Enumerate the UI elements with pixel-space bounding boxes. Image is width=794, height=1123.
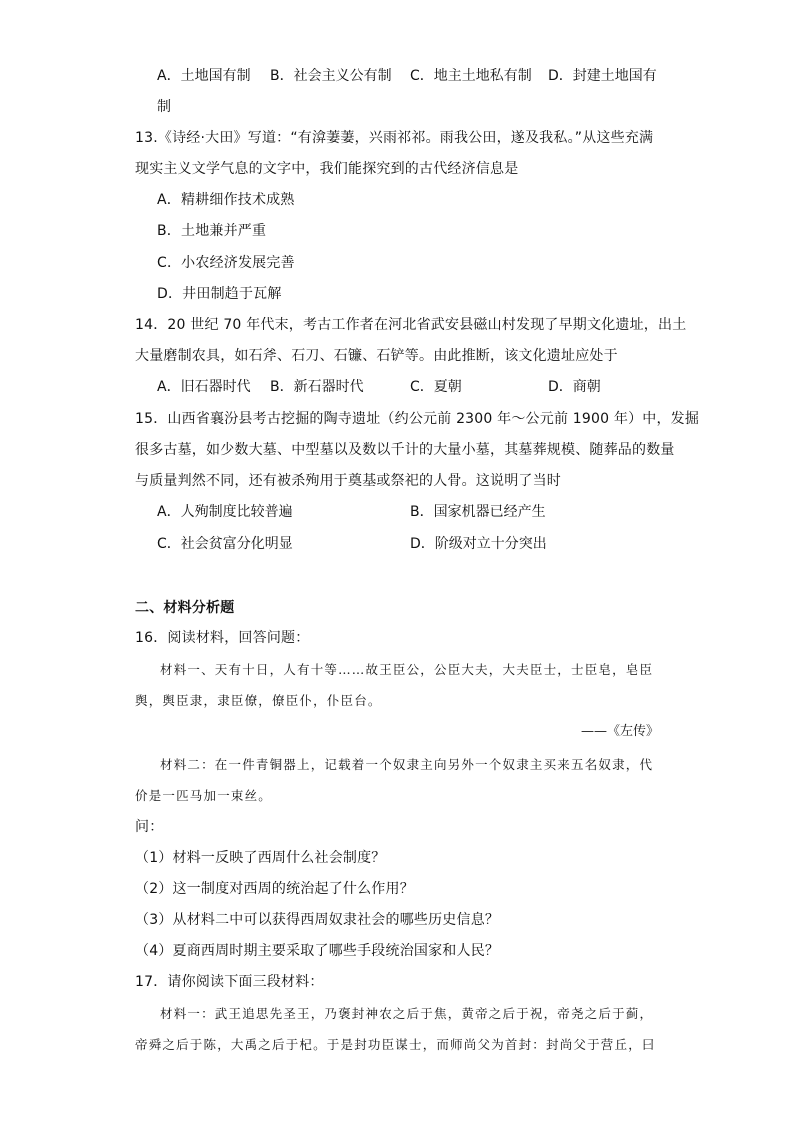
q15-option-a[interactable]: A．人殉制度比较普遍	[157, 504, 293, 520]
q17-stem: 17．请你阅读下面三段材料：	[135, 974, 324, 990]
section-title: 二、材料分析题	[135, 600, 235, 616]
q16-question-4: （4）夏商西周时期主要采取了哪些手段统治国家和人民？	[135, 943, 500, 959]
q12-option-a[interactable]: A．土地国有制	[157, 68, 251, 84]
q16-material2-line2: 价是一匹马加一束丝。	[135, 788, 273, 803]
q16-question-3: （3）从材料二中可以获得西周奴隶社会的哪些历史信息？	[135, 912, 500, 928]
q16-material2-line1: 材料二：在一件青铜器上，记载着一个奴隶主向另外一个奴隶主买来五名奴隶，代	[160, 757, 654, 772]
q12-options	[0, 66, 794, 86]
q14-option-a[interactable]: A．旧石器时代	[157, 379, 251, 395]
q13-option-b[interactable]: B．土地兼并严重	[157, 223, 267, 239]
q13-stem-line1: 13.《诗经·大田》写道：“有渰萋萋，兴雨祁祁。雨我公田，遂及我私。”从这些充满	[135, 130, 654, 146]
q15-stem-line3: 与质量判然不同，还有被杀殉用于奠基或祭祀的人骨。这说明了当时	[135, 473, 561, 489]
q13-option-d[interactable]: D．井田制趋于瓦解	[157, 286, 282, 302]
q14-option-b[interactable]: B．新石器时代	[270, 379, 364, 395]
q17-material1-line1: 材料一：武王追思先圣王，乃褒封神农之后于焦，黄帝之后于祝，帝尧之后于蓟，	[160, 1006, 654, 1021]
q12-option-d[interactable]: D．封建土地国有	[548, 68, 657, 84]
q13-option-c[interactable]: C．小农经济发展完善	[157, 255, 295, 271]
q14-stem-line2: 大量磨制农具，如石斧、石刀、石镰、石铲等。由此推断，该文化遗址应处于	[135, 348, 618, 364]
q16-stem: 16．阅读材料，回答问题：	[135, 630, 310, 646]
q14-options	[0, 377, 794, 397]
q16-material1-source: ——《左传》	[580, 724, 659, 739]
q15-stem-line1: 15．山西省襄汾县考古挖掘的陶寺遗址（约公元前 2300 年～公元前 1900 年）中，发掘	[135, 411, 700, 427]
q15-options-row1	[0, 502, 794, 522]
q15-option-b[interactable]: B．国家机器已经产生	[410, 504, 546, 520]
q13-option-a[interactable]: A．精耕细作技术成熟	[157, 192, 295, 208]
q12-option-c[interactable]: C．地主土地私有制	[410, 68, 532, 84]
q15-options-row2	[0, 534, 794, 554]
q13-stem-line2: 现实主义文学气息的文字中，我们能探究到的古代经济信息是	[135, 161, 519, 177]
q16-material1-line1: 材料一、天有十日，人有十等……故王臣公，公臣大夫，大夫臣士，士臣皂，皂臣	[160, 662, 654, 677]
q16-question-2: （2）这一制度对西周的统治起了什么作用？	[135, 881, 414, 897]
q17-material1-line2: 帝舜之后于陈，大禹之后于杞。于是封功臣谋士，而师尚父为首封：封尚父于营丘，曰	[135, 1037, 656, 1052]
q16-material1-line2: 舆，舆臣隶，隶臣僚，僚臣仆，仆臣台。	[135, 693, 382, 708]
q15-stem-line2: 很多古墓，如少数大墓、中型墓以及数以千计的大量小墓，其墓葬规模、随葬品的数量	[135, 442, 675, 458]
q15-option-c[interactable]: C．社会贫富分化明显	[157, 536, 293, 552]
q12-option-d-wrap: 制	[157, 99, 172, 115]
q15-option-d[interactable]: D．阶级对立十分突出	[410, 536, 547, 552]
q14-option-d[interactable]: D．商朝	[548, 379, 601, 395]
q14-stem-line1: 14．20 世纪 70 年代末，考古工作者在河北省武安县磁山村发现了早期文化遗址，出土	[135, 317, 687, 333]
q14-option-c[interactable]: C．夏朝	[410, 379, 462, 395]
q16-ask: 问：	[135, 819, 164, 835]
q16-question-1: （1）材料一反映了西周什么社会制度？	[135, 850, 386, 866]
q12-option-b[interactable]: B．社会主义公有制	[270, 68, 392, 84]
